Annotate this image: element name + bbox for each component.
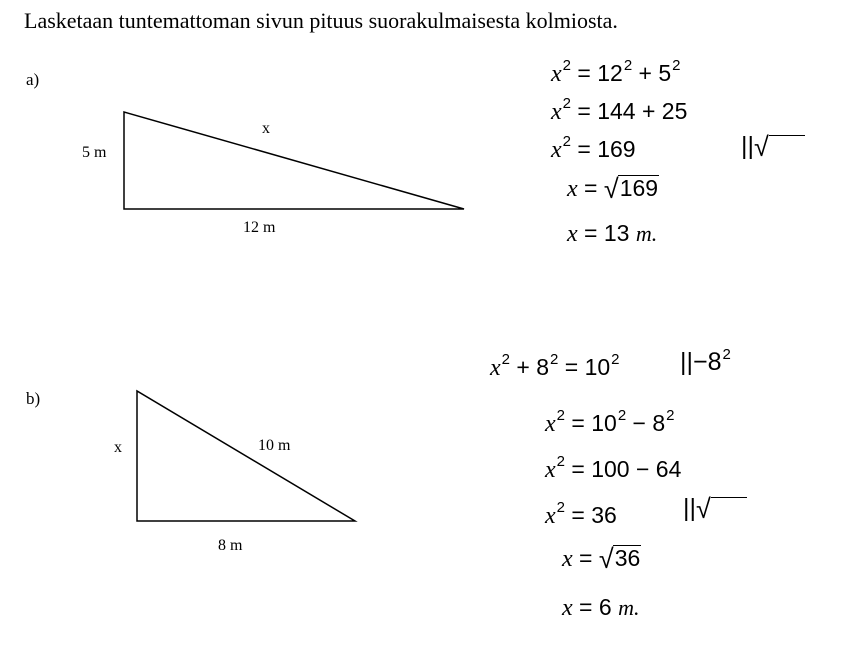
b-equation-3: $x^2 = 100 - 64$ [545,453,682,483]
part-b-label: b) [26,389,41,408]
a-operation-sqrt: ||√ [741,132,805,159]
a-equation-5: x = 13 m. [567,220,658,247]
sqrt-icon: √ [696,494,711,524]
b-equation-4: $x^2 = 36$ [545,499,617,529]
a-equation-3: $x^2 = 169$ [551,133,636,163]
sqrt-icon: √ [754,132,769,162]
sqrt-icon: √ [603,174,619,204]
triangle-b-vertical-side-label: x [114,439,122,456]
a-equation-1: $x^2 = 12^2 + 5^2$ [551,57,681,87]
b-operation-subtract: $||-8^2$ [680,346,731,376]
b-equation-1: $x^2 + 8^2 = 10^2$ [490,351,620,381]
triangle-a-hypotenuse-label: x [262,120,270,137]
sqrt-icon: √ [598,544,614,574]
a-equation-4: x = √169 [567,174,659,204]
b-operation-sqrt: ||√ [683,494,747,521]
a-equation-2: $x^2 = 144 + 25$ [551,95,688,125]
b-equation-5: x = √36 [562,544,641,574]
triangle-a [124,112,464,209]
b-equation-2: $x^2 = 10^2 - 8^2$ [545,407,675,437]
b-equation-6: x = 6 m. [562,594,640,621]
triangle-b [137,391,355,521]
triangle-b-bottom-side-label: 8 m [218,537,243,554]
triangle-a-bottom-side-label: 12 m [243,219,276,236]
page-title: Lasketaan tuntemattoman sivun pituus suorakulmaisesta kolmiosta. [24,8,618,33]
part-a-label: a) [26,70,40,89]
triangle-a-vertical-side-label: 5 m [82,144,107,161]
triangle-b-hypotenuse-label: 10 m [258,437,291,454]
